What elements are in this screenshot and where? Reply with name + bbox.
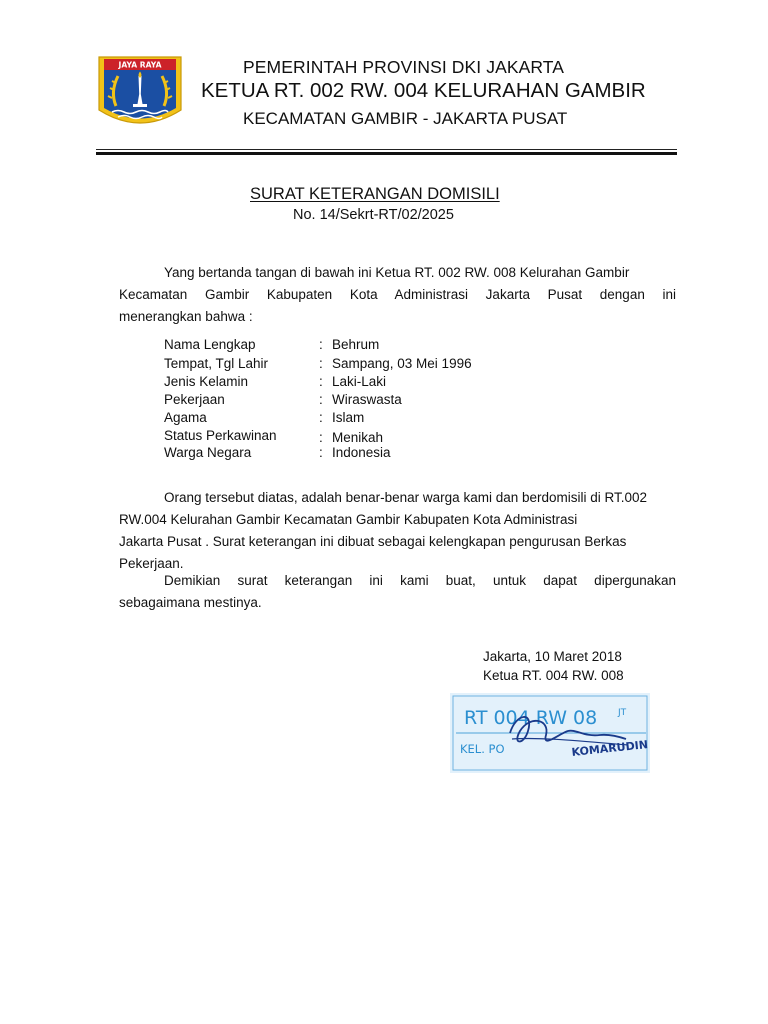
field-value: Sampang, 03 Mei 1996	[332, 356, 472, 371]
body-line: Pekerjaan.	[119, 556, 184, 571]
field-label: Agama	[164, 410, 207, 425]
body-line: Orang tersebut diatas, adalah benar-benar warga kami dan berdomisili di RT.002	[164, 490, 648, 505]
intro-line: menerangkan bahwa :	[119, 309, 253, 324]
stamp-line-2: KEL. PO	[460, 742, 505, 756]
dki-jakarta-emblem-icon	[96, 54, 184, 130]
document-number: No. 14/Sekrt-RT/02/2025	[293, 207, 454, 223]
closing-line: Demikian surat keterangan ini kami buat, untuk dapat dipergunakan	[164, 573, 676, 588]
header-kecamatan: KECAMATAN GAMBIR - JAKARTA PUSAT	[243, 109, 568, 128]
header-rt-rw: KETUA RT. 002 RW. 004 KELURAHAN GAMBIR	[201, 79, 646, 102]
document-title: SURAT KETERANGAN DOMISILI	[250, 185, 500, 203]
field-value: Wiraswasta	[332, 392, 402, 407]
signer-name: KOMARUDIN	[570, 738, 649, 759]
body-paragraph	[119, 487, 676, 575]
field-value: Menikah	[332, 430, 384, 445]
header-divider-thick	[96, 152, 677, 155]
closing-line: sebagaimana mestinya.	[119, 595, 262, 610]
signature-place-date: Jakarta, 10 Maret 2018	[483, 649, 622, 664]
field-label: Pekerjaan	[164, 392, 225, 407]
field-label: Tempat, Tgl Lahir	[164, 356, 269, 371]
field-colon: :	[319, 430, 323, 445]
field-label: Nama Lengkap	[164, 337, 256, 352]
field-colon: :	[319, 356, 323, 371]
body-line: RW.004 Kelurahan Gambir Kecamatan Gambir Kabupaten Kota Administrasi	[119, 512, 578, 527]
rt-stamp-signature	[450, 693, 650, 773]
field-value: Islam	[332, 410, 365, 425]
intro-line: Kecamatan Gambir Kabupaten Kota Administrasi Jakarta Pusat dengan ini	[119, 287, 676, 302]
body-line: Jakarta Pusat . Surat keterangan ini dibuat sebagai kelengkapan pengurusan Berkas	[119, 534, 627, 549]
field-label: Jenis Kelamin	[164, 374, 249, 389]
logo-motto-text: JAYA RAYA	[118, 60, 162, 70]
stamp-line-1: RT 004 RW 08	[464, 707, 598, 729]
closing-paragraph	[119, 570, 676, 614]
field-label: Status Perkawinan	[164, 428, 277, 443]
field-value: Behrum	[332, 337, 380, 352]
field-colon: :	[319, 410, 323, 425]
intro-line: Yang bertanda tangan di bawah ini Ketua RT. 002 RW. 008 Kelurahan Gambir	[164, 265, 630, 280]
field-label: Warga Negara	[164, 445, 252, 460]
field-colon: :	[319, 445, 323, 460]
signature-position: Ketua RT. 004 RW. 008	[483, 668, 624, 683]
intro-paragraph	[119, 262, 676, 328]
header-divider-thin	[96, 149, 677, 150]
svg-text:JT: JT	[618, 708, 627, 718]
field-colon: :	[319, 337, 323, 352]
header-government: PEMERINTAH PROVINSI DKI JAKARTA	[243, 57, 565, 77]
field-value: Indonesia	[332, 445, 391, 460]
field-colon: :	[319, 392, 323, 407]
field-colon: :	[319, 374, 323, 389]
field-value: Laki-Laki	[332, 374, 387, 389]
